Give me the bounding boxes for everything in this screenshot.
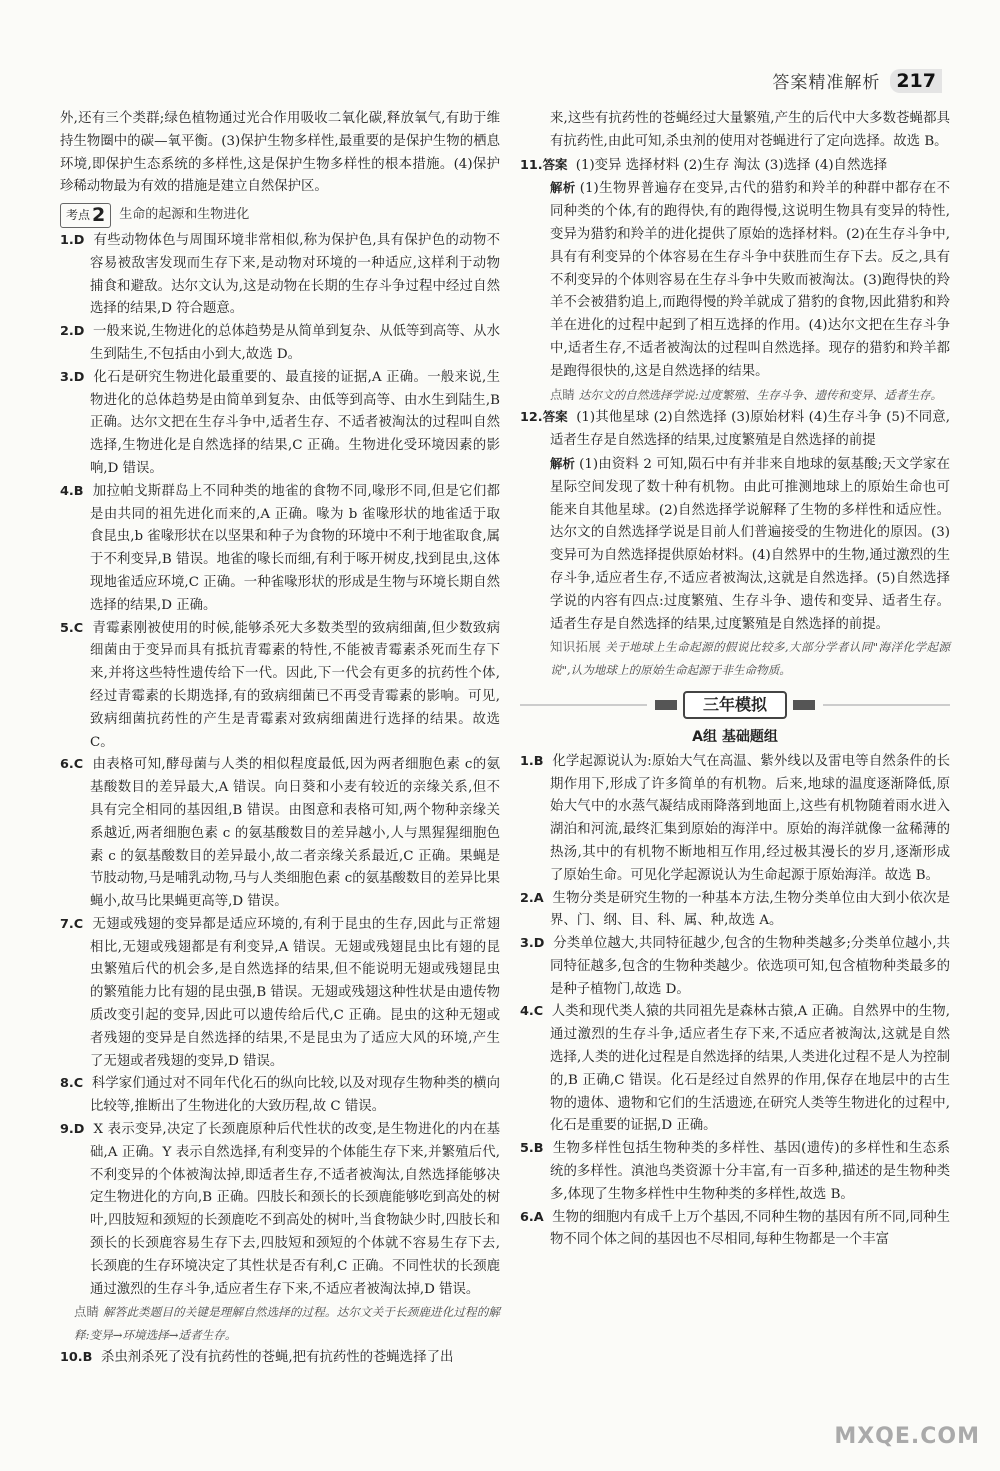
answer-number: 4.C: [520, 1004, 544, 1020]
answer-item: [60, 367, 500, 481]
answer-text: 一般来说,生物进化的总体趋势是从简单到复杂、从低等到高等、从水生到陆生,不包括由小到大,故选 D。: [90, 324, 500, 362]
page-number: 217: [890, 69, 942, 93]
answer-item: [60, 618, 500, 755]
right-column: [520, 108, 950, 1252]
banner-label: 三年模拟: [683, 691, 787, 720]
tip-text: 解答此类题目的关键是理解自然选择的过程。达尔文关于长颈鹿进化过程的解释:变异→环境选择→适者生存。: [74, 1305, 501, 1343]
answer-item: [520, 1207, 950, 1253]
answer-number: 5.C: [60, 620, 84, 636]
q11-tip: [520, 384, 950, 407]
answer-number: 4.B: [60, 483, 84, 499]
q12-analysis-text: (1)由资料 2 可知,陨石中有并非来自地球的氨基酸;天文学家在星际空间发现了数十种有机物。由此可推测地球上的原始生命也可能来自其他星球。(2)自然选择学说解释了生物的多样性和适应性。达尔文的自然选择学说是目前人们普遍接受的生物进化的原因。(3)变异可为自然选择提供原始材料。(4)自然界中的生物,通过激烈的生存斗争,适应者生存,不适应者被淘汰,这就是自然选择。(5)自然选择学说的内容有四点:过度繁殖、生存斗争、遗传和变异、适者生存。适者生存是自然选择的结果,过度繁殖是自然选择的前提。: [550, 456, 950, 632]
section-badge: [60, 203, 111, 228]
answer-number: 3.D: [60, 369, 85, 385]
right-answer-list: [520, 751, 950, 1253]
answer-number: 7.C: [60, 916, 84, 932]
answer-text: 由表格可知,酵母菌与人类的相似程度最低,因为两者细胞色素 c的氨基酸数目的差异最大,A 错误。向日葵和小麦有较近的亲缘关系,但不具有完全相同的基因组,B 错误。由图意和表格可知,两个物种亲缘关系越近,两者细胞色素 c 的氨基酸数目的差异越小,人与黑猩猩细胞色素 c 的氨基酸数目的差异最小,故二者亲缘关系最近,C 正确。果蝇是节肢动物,马是哺乳动物,马与人类细胞色素 c的氨基酸数目的差异比果蝇小,故马比果蝇更高等,D 错误。: [90, 757, 500, 910]
section-title: 生命的起源和生物进化: [119, 207, 250, 223]
q12-number: 12.: [520, 410, 543, 426]
answer-item: [60, 1119, 500, 1301]
answer-item: [60, 321, 500, 367]
q11-answer-text: (1)变异 选择材料 (2)生存 淘汰 (3)选择 (4)自然选择: [575, 157, 888, 173]
site-watermark: MXQE.COM: [834, 1424, 980, 1449]
left-tip: [60, 1301, 500, 1347]
q11-tip-label: 点睛: [550, 386, 575, 402]
answer-number: 8.C: [60, 1076, 84, 1092]
answer-text: 加拉帕戈斯群岛上不同种类的地雀的食物不同,喙形不同,但是它们都是由共同的祖先进化而来的,A 正确。喙为 b 雀喙形状的地雀适于取食昆虫,b 雀喙形状在以坚果和种子为食物的环境中不利于地雀取食,属于不利变异,B 错误。地雀的喙长而细,有利于啄开树皮,找到昆虫,这体现地雀适应环境,C 正确。一种雀喙形状的形成是生物与环境长期自然选择的结果,D 正确。: [90, 483, 501, 613]
q11-analysis-text: (1)生物界普遍存在变异,古代的猎豹和羚羊的种群中都存在不同种类的个体,有的跑得快,有的跑得慢,这说明生物具有变异的特性,变异为猎豹和羚羊的进化提供了原始的选择材料。(2)在生存斗争中,具有有利变异的个体容易在生存斗争中获胜而生存下去。反之,具有不利变异的个体则容易在生存斗争中失败而被淘汰。(3)跑得快的羚羊不会被猎豹追上,而跑得慢的羚羊就成了猎豹的食物,因此猎豹和羚羊在进化的过程中起到了相互选择的作用。(4)达尔文把在生存斗争中,适者生存,不适者被淘汰的过程叫自然选择。现存的猎豹和羚羊都是跑得很快的,这是自然选择的结果。: [550, 181, 950, 379]
banner-left-mark: [655, 700, 677, 710]
q12-answer-label: 答案: [542, 409, 568, 425]
right-continuation: 来,这些有抗药性的苍蝇经过大量繁殖,产生的后代中大多数苍蝇都具有抗药性,由此可知,杀虫剂的使用对苍蝇进行了定向选择。故选 B。: [550, 111, 950, 149]
answer-item: [520, 1001, 950, 1138]
answer-item: [60, 754, 500, 914]
answer-text: 有些动物体色与周围环境非常相似,称为保护色,具有保护色的动物不容易被敌害发现而生存下来,是动物对环境的一种适应,这样利于动物捕食和避敌。达尔文认为,这是动物在长期的生存斗争过程中经过自然选择的结果,D 符合题意。: [90, 232, 500, 317]
tip-label: 点睛: [74, 1304, 99, 1320]
answer-number: 2.A: [520, 890, 544, 906]
banner-box: [647, 691, 823, 720]
answer-item: [60, 914, 500, 1074]
answer-number: 9.D: [60, 1122, 85, 1138]
answer-item: [60, 481, 500, 618]
answer-number: 3.D: [520, 936, 545, 952]
page-header: [772, 68, 942, 93]
answer-text: 分类单位越大,共同特征越少,包含的生物种类越多;分类单位越小,共同特征越多,包含的生物种类越少。依选项可知,包含植物种类最多的是种子植物门,故选 D。: [550, 936, 950, 997]
answer-text: 人类和现代类人猿的共同祖先是森林古猿,A 正确。自然界中的生物,通过激烈的生存斗争,适应者生存下来,不适应者被淘汰,这就是自然选择,人类的进化过程是自然选择的结果,人类进化过程不是人为控制的,B 正确,C 错误。化石是经过自然界的作用,保存在地层中的古生物的遗体、遗物和它们的生活遗迹,在研究人类等生物进化的过程中,化石是重要的证据,D 正确。: [550, 1004, 950, 1134]
answer-text: 生物的细胞内有成千上万个基因,不同种生物的基因有所不同,同种生物不同个体之间的基因也不尽相同,每种生物都是一个丰富: [550, 1209, 950, 1248]
q12-answer: [520, 406, 950, 453]
q11-number: 11.: [520, 157, 543, 173]
answer-text: 生物分类是研究生物的一种基本方法,生物分类单位由大到小依次是界、门、纲、目、科、属、种,故选 A。: [550, 890, 950, 929]
answer-item: [60, 1073, 500, 1119]
answer-text: 科学家们通过对不同年代化石的纵向比较,以及对现存生物种类的横向比较等,推断出了生物进化的大致历程,故 C 错误。: [90, 1076, 500, 1115]
group-title: A组 基础题组: [692, 728, 778, 745]
answer-number: 5.B: [520, 1141, 544, 1157]
answer-item-10: [60, 1347, 500, 1370]
section-number: 2: [92, 204, 106, 227]
answer-number: 6.C: [60, 757, 84, 773]
answer-item: [520, 888, 950, 934]
section-heading: [60, 203, 500, 228]
q11-tip-text: 达尔文的自然选择学说:过度繁殖、生存斗争、遗传和变异、适者生存。: [578, 387, 943, 402]
answer-item: [520, 1138, 950, 1206]
left-intro: 外,还有三个类群;绿色植物通过光合作用吸收二氧化碳,释放氧气,有助于维持生物圈中的碳—氧平衡。(3)保护生物多样性,最重要的是保护生物的栖息环境,即保护生态系统的多样性,这是保护生物多样性的根本措施。(4)保护珍稀动物最为有效的措施是建立自然保护区。: [60, 111, 500, 195]
q11-analysis: [520, 177, 950, 383]
header-title: 答案精准解析: [772, 73, 881, 93]
q11-answer-label: 答案: [542, 156, 568, 172]
q12-analysis: [520, 453, 950, 636]
answer-text: 无翅或残翅的变异都是适应环境的,有利于昆虫的生存,因此与正常翅相比,无翅或残翅都是有利变异,A 错误。无翅或残翅昆虫比有翅的昆虫繁殖后代的机会多,是自然选择的结果,但不能说明无翅或残翅昆虫的繁殖能力比有翅的昆虫强,B 错误。无翅或残翅这种性状是由遗传物质改变引起的变异,因此可以遗传给后代,C 正确。昆虫的这种无翅或者残翅的变异是自然选择的结果,不是昆虫为了适应大风的环境,产生了无翅或者残翅的变异,D 错误。: [90, 916, 500, 1069]
answer-text: 化石是研究生物进化最重要的、最直接的证据,A 正确。一般来说,生物进化的总体趋势是由简单到复杂、由低等到高等、由水生到陆生,B 正确。达尔文把在生存斗争中,适者生存、不适者被淘汰的过程叫自然选择,生物进化是自然选择的结果,C 正确。生物进化受环境因素的影响,D 错误。: [90, 369, 500, 476]
answer-text: 杀虫剂杀死了没有抗药性的苍蝇,把有抗药性的苍蝇选择了出: [100, 1350, 454, 1366]
section-banner: [520, 690, 950, 720]
answer-item: [520, 751, 950, 888]
answer-text: X 表示变异,决定了长颈鹿原种后代性状的改变,是生物进化的内在基础,A 正确。Y 表示自然选择,有利变异的个体能生存下来,并繁殖后代,不利变异的个体被淘汰掉,即适者生存,不适者被淘汰,自然选择能够决定生物进化的方向,B 正确。四肢长和颈长的长颈鹿能够吃到高处的树叶,四肢短和颈短的长颈鹿吃不到高处的树叶,当食物缺少时,四肢长和颈长的长颈鹿容易生存下去,四肢短和颈短的个体就不容易生存下去,长颈鹿的生存环境决定了其性状是否有利,C 正确。不同性状的长颈鹿通过激烈的生存斗争,适应者生存下来,不适应者被淘汰掉,D 错误。: [90, 1122, 500, 1297]
left-answer-list: [60, 230, 500, 1301]
answer-number: 2.D: [60, 324, 85, 340]
left-column: [60, 108, 500, 1370]
q12-ext-text: 关于地球上生命起源的假说比较多,大部分学者认同"海洋化学起源说",认为地球上的原始生命起源于非生命物质。: [550, 640, 951, 678]
answer-text: 生物多样性包括生物种类的多样性、基因(遗传)的多样性和生态系统的多样性。滇池鸟类资源十分丰富,有一百多种,描述的是生物种类多,体现了生物多样性中生物种类的多样性,故选 B。: [550, 1141, 950, 1202]
q11-analysis-label: 解析: [550, 180, 576, 196]
q12-ext-label: 知识拓展: [550, 639, 602, 655]
answer-item: [60, 230, 500, 321]
answer-text: 青霉素刚被使用的时候,能够杀死大多数类型的致病细菌,但少数致病细菌由于变异而具有抵抗青霉素的特性,不能被青霉素杀死而生存下来,并将这些特性遗传给下一代。因此,下一代会有更多的抗药性个体,经过青霉素的长期选择,有的致病细菌已不再受青霉素的影响。可见,致病细菌抗药性的产生是青霉素对致病细菌进行选择的结果。故选 C。: [90, 620, 500, 750]
banner-right-mark: [793, 700, 815, 710]
q12-answer-text: (1)其他星球 (2)自然选择 (3)原始材料 (4)生存斗争 (5)不同意,适者生存是自然选择的结果,过度繁殖是自然选择的前提: [550, 410, 950, 449]
answer-number: 1.D: [60, 232, 85, 248]
answer-item: [520, 933, 950, 1001]
q12-analysis-label: 解析: [550, 455, 576, 471]
answer-number: 10.B: [60, 1350, 93, 1366]
answer-number: 1.B: [520, 753, 544, 769]
q12-extension: [520, 636, 950, 682]
section-label: 考点: [66, 208, 91, 223]
answer-text: 化学起源说认为:原始大气在高温、紫外线以及雷电等自然条件的长期作用下,形成了许多简单的有机物。后来,地球的温度逐渐降低,原始大气中的水蒸气凝结成雨降落到地面上,这些有机物随着雨水进入湖泊和河流,最终汇集到原始的海洋中。原始的海洋就像一盆稀薄的热汤,其中的有机物不断地相互作用,经过极其漫长的岁月,逐渐形成了原始生命。可见化学起源说认为生命起源于原始海洋。故选 B。: [550, 753, 950, 883]
q11-answer: [520, 154, 950, 178]
answer-number: 6.A: [520, 1209, 544, 1225]
